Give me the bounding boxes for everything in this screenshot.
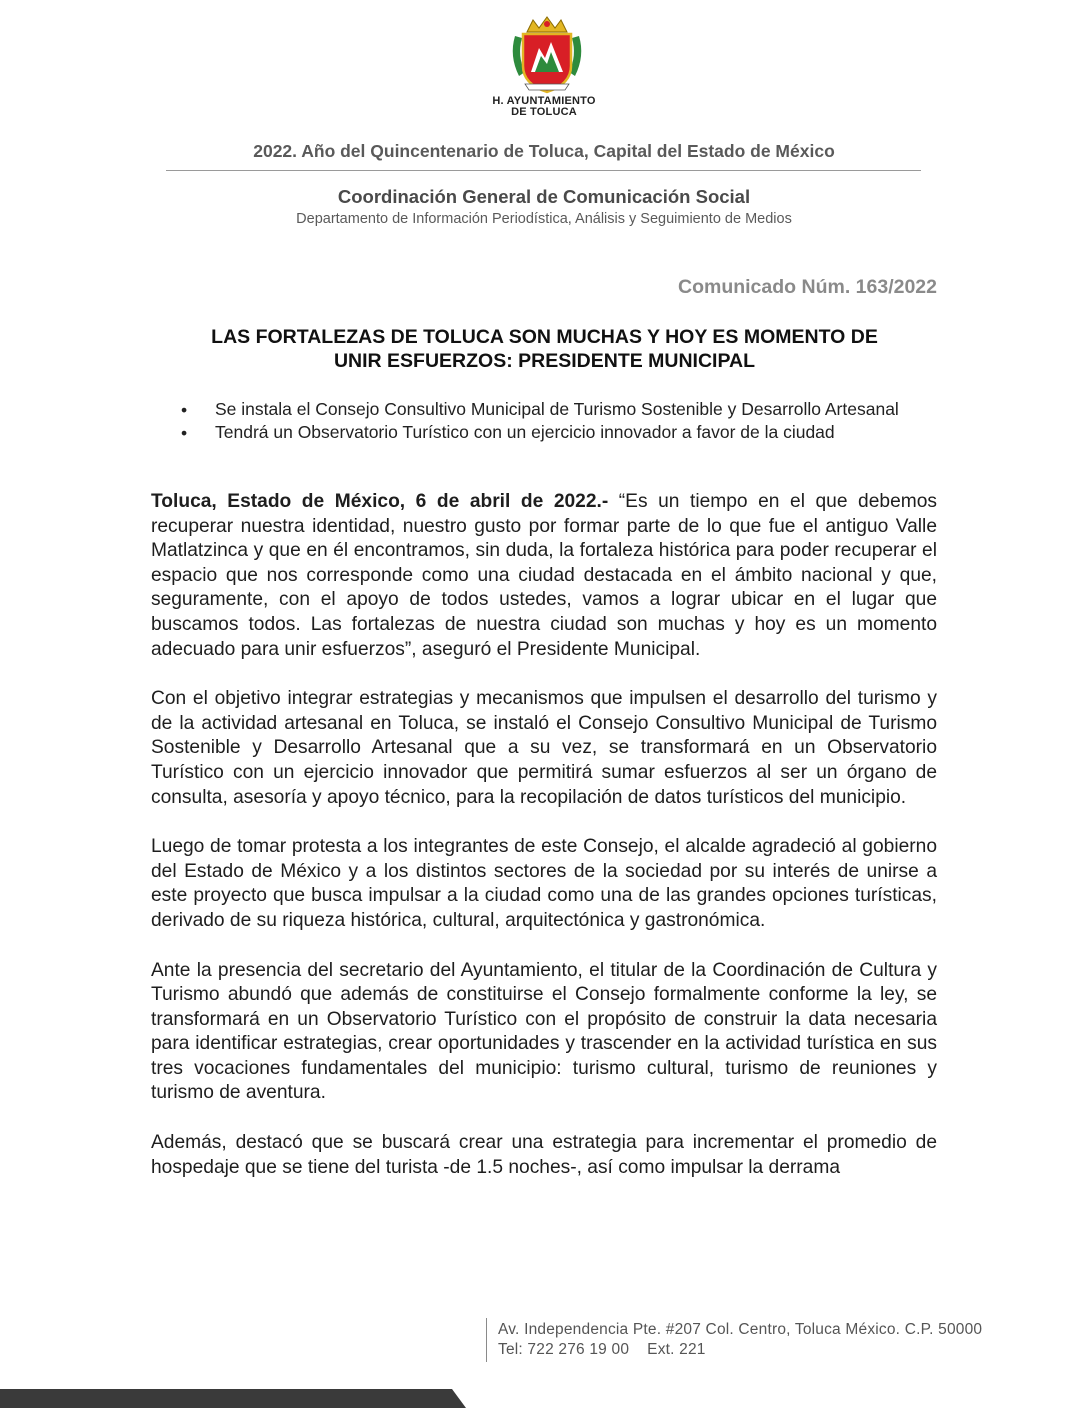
header-divider: [166, 170, 921, 171]
headline: [152, 325, 937, 373]
bullet-dot: •: [181, 400, 188, 420]
phone-number: Tel: 722 276 19 00: [498, 1341, 630, 1358]
article-body: [151, 490, 937, 1205]
paragraph: Con el objetivo integrar estrategias y mecanismos que impulsen el desarrollo del turismo y de la actividad artesanal en Toluca, se instaló el Consejo Consultivo Municipal de Turismo Sostenible y Desarrollo Artesanal que a su vez, se transformará en un Observatorio Turístico con un ejercicio innovador que permitirá sumar esfuerzos al ser un órgano de consulta, asesoría y apoyo técnico, para la recopilación de datos turísticos del municipio.: [151, 688, 937, 808]
dateline: Toluca, Estado de México, 6 de abril de 2022.-: [151, 491, 609, 512]
org-line-2: DE TOLUCA: [511, 106, 577, 118]
org-line-1: H. AYUNTAMIENTO: [492, 95, 596, 107]
footer-phone: [498, 1341, 706, 1359]
bullet-text: Tendrá un Observatorio Turístico con un ejercicio innovador a favor de la ciudad: [215, 422, 835, 442]
paragraph: Ante la presencia del secretario del Ayuntamiento, el titular de la Coordinación de Cultura y Turismo abundó que además de constituirse el Consejo formalmente conforme la ley, se transformará en un Observatorio Turístico con el propósito de construir la data necesaria para identificar estrategias, crear oportunidades y trascender en la actividad turística en sus tres vocaciones fundamentales del municipio: turismo cultural, turismo de reuniones y turismo de aventura.: [151, 959, 937, 1104]
bullet-item: [176, 422, 936, 443]
footer-band: [0, 1389, 466, 1408]
headline-line-1: LAS FORTALEZAS DE TOLUCA SON MUCHAS Y HOY ES MOMENTO DE: [211, 326, 878, 348]
summary-bullets: [176, 399, 936, 445]
paragraph: Además, destacó que se buscará crear una estrategia para incrementar el promedio de hospedaje que se tiene del turista -de 1.5 noches-, así como impulsar la derrama: [151, 1132, 937, 1178]
department-subtitle: Departamento de Información Periodística, Análisis y Seguimiento de Medios: [296, 211, 792, 227]
footer-divider: [486, 1318, 487, 1362]
toluca-coat-of-arms-icon: [505, 14, 589, 98]
bullet-dot: •: [181, 423, 188, 443]
coordination-title: Coordinación General de Comunicación Social: [337, 186, 751, 207]
paragraph-text: “Es un tiempo en el que debemos recuperar nuestra identidad, nuestro gusto por formar parte de lo que fue el antiguo Valle Matlatzinca y que en él encontramos, sin duda, la fortaleza histórica para poder recuperar el espacio que nos corresponde como una ciudad destacada en el ámbito nacional y que, seguramente, con el apoyo de todos ustedes, vamos a lograr ubicar en el lugar que buscamos todos. Las fortalezas de nuestra ciudad son muchas y hoy es un momento adecuado para unir esfuerzos”, aseguró el Presidente Municipal.: [151, 491, 937, 660]
organization-name: [444, 96, 644, 118]
bullet-text: Se instala el Consejo Consultivo Municipal de Turismo Sostenible y Desarrollo Artesanal: [215, 399, 899, 419]
footer-address: Av. Independencia Pte. #207 Col. Centro, Toluca México. C.P. 50000: [498, 1321, 983, 1338]
paragraph: [151, 490, 937, 662]
bullet-item: [176, 399, 936, 420]
paragraph: Luego de tomar protesta a los integrantes de este Consejo, el alcalde agradeció al gobierno del Estado de México y a los distintos sectores de la sociedad por su interés de unirse a este proyecto que busca impulsar a la ciudad como una de las grandes opciones turísticas, derivado de su riqueza histórica, cultural, arquitectónica y gastronómica.: [151, 836, 937, 931]
communique-number: Comunicado Núm. 163/2022: [677, 276, 937, 298]
phone-extension: Ext. 221: [647, 1341, 706, 1358]
headline-line-2: UNIR ESFUERZOS: PRESIDENTE MUNICIPAL: [333, 350, 756, 372]
year-motto: 2022. Año del Quincentenario de Toluca, Capital del Estado de México: [253, 141, 835, 161]
